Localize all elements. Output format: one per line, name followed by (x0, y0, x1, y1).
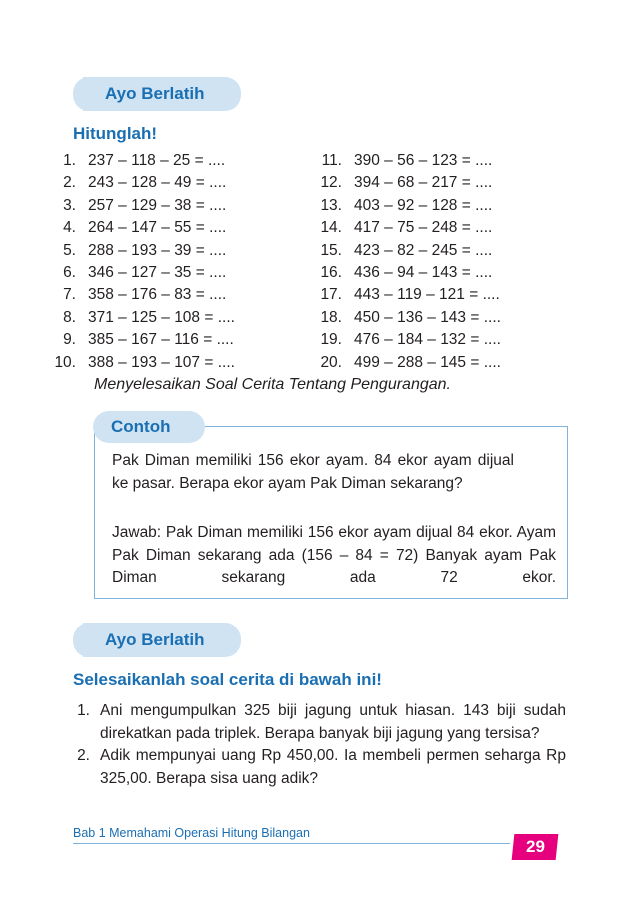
exercise-question: 385 – 167 – 116 = .... (88, 331, 234, 349)
exercise-question: 423 – 82 – 245 = .... (354, 241, 493, 259)
exercise-number: 12. (320, 174, 342, 192)
exercise-number: 13. (320, 196, 342, 214)
story-problem-text: Adik mempunyai uang Rp 450,00. Ia membeli permen seharga Rp 325,00. Berapa sisa uang adik? (100, 747, 566, 787)
exercise-number: 11. (321, 152, 342, 169)
exercise-number: 14. (320, 219, 342, 237)
exercise-question: 371 – 125 – 108 = .... (88, 308, 235, 326)
instruction-heading-2: Selesaikanlah soal cerita di bawah ini! (73, 670, 382, 689)
exercise-number: 17. (320, 286, 342, 304)
exercise-question: 257 – 129 – 38 = .... (88, 196, 227, 214)
exercise-number: 18. (320, 308, 342, 326)
section-badge-ayo-berlatih-1 (83, 77, 241, 111)
exercise-item (48, 329, 235, 351)
page-number-badge (512, 834, 559, 860)
example-tab-label: Contoh (111, 417, 171, 436)
story-problem-list (70, 700, 566, 790)
exercise-item (310, 329, 501, 351)
exercise-list-left (48, 150, 235, 374)
example-answer: Jawab: Pak Diman memiliki 156 ekor ayam dijual 84 ekor. Ayam Pak Diman sekarang ada (156 – 84 = 72) Banyak ayam Pak Diman sekarang ada 72 ekor. (112, 524, 556, 586)
story-problem (70, 700, 566, 745)
exercise-question: 476 – 184 – 132 = .... (354, 331, 501, 349)
exercise-question: 499 – 288 – 145 = .... (354, 353, 501, 371)
exercise-number: 16. (320, 264, 342, 282)
exercise-item (310, 352, 501, 374)
exercise-question: 388 – 193 – 107 = .... (88, 353, 235, 371)
exercise-number: 9. (63, 331, 76, 349)
exercise-number: 5. (63, 241, 76, 259)
exercise-number: 4. (63, 219, 76, 237)
example-tab (93, 411, 205, 443)
exercise-question: 288 – 193 – 39 = .... (88, 241, 227, 259)
exercise-item (48, 172, 235, 194)
story-problem-text: Ani mengumpulkan 325 biji jagung untuk hiasan. 143 biji sudah direkatkan pada triplek. Berapa banyak biji jagung yang tersisa? (100, 702, 566, 742)
exercise-question: 403 – 92 – 128 = .... (354, 196, 493, 214)
story-problem-number: 2. (77, 747, 90, 764)
exercise-item (48, 195, 235, 217)
exercise-number: 1. (63, 152, 76, 169)
exercise-question: 346 – 127 – 35 = .... (88, 264, 227, 282)
exercise-question: 390 – 56 – 123 = .... (354, 152, 493, 169)
exercise-item (48, 352, 235, 374)
exercise-item (48, 150, 235, 172)
exercise-question: 436 – 94 – 143 = .... (354, 264, 493, 282)
exercise-item (48, 307, 235, 329)
exercise-number: 6. (63, 264, 76, 282)
exercise-number: 10. (54, 353, 76, 371)
instruction-heading-1: Hitunglah! (73, 124, 158, 143)
page-number: 29 (525, 837, 545, 856)
exercise-item (310, 240, 501, 262)
story-problem (70, 745, 566, 790)
example-question: Pak Diman memiliki 156 ekor ayam. 84 ekor ayam dijual ke pasar. Berapa ekor ayam Pak Diman sekarang? (112, 452, 514, 492)
exercise-question: 243 – 128 – 49 = .... (88, 174, 227, 192)
section-badge-label: Ayo Berlatih (105, 84, 205, 103)
exercise-item (48, 240, 235, 262)
exercise-number: 15. (320, 241, 342, 259)
exercise-item (310, 284, 501, 306)
exercise-item (310, 150, 501, 172)
exercise-number: 2. (63, 174, 76, 192)
section-badge-label: Ayo Berlatih (105, 630, 205, 649)
exercise-item (310, 172, 501, 194)
exercise-item (310, 307, 501, 329)
exercise-number: 8. (63, 308, 76, 326)
exercise-item (310, 195, 501, 217)
exercise-number: 7. (63, 286, 76, 304)
exercise-question: 264 – 147 – 55 = .... (88, 219, 227, 237)
exercise-item (310, 262, 501, 284)
exercise-question: 450 – 136 – 143 = .... (354, 308, 501, 326)
exercise-item (48, 262, 235, 284)
exercise-question: 237 – 118 – 25 = .... (88, 152, 226, 169)
exercise-item (48, 284, 235, 306)
exercise-question: 358 – 176 – 83 = .... (88, 286, 227, 304)
section-badge-ayo-berlatih-2 (83, 623, 241, 657)
exercise-number: 20. (320, 353, 342, 371)
exercise-question: 443 – 119 – 121 = .... (354, 286, 500, 304)
subtitle: Menyelesaikan Soal Cerita Tentang Pengurangan. (94, 376, 451, 393)
chapter-footer: Bab 1 Memahami Operasi Hitung Bilangan (73, 826, 310, 840)
exercise-question: 394 – 68 – 217 = .... (354, 174, 493, 192)
story-problem-number: 1. (77, 702, 90, 719)
footer-divider (73, 843, 510, 844)
exercise-question: 417 – 75 – 248 = .... (354, 219, 493, 237)
exercise-number: 3. (63, 196, 76, 214)
exercise-list-right (310, 150, 501, 374)
exercise-number: 19. (320, 331, 342, 349)
exercise-item (310, 217, 501, 239)
exercise-item (48, 217, 235, 239)
